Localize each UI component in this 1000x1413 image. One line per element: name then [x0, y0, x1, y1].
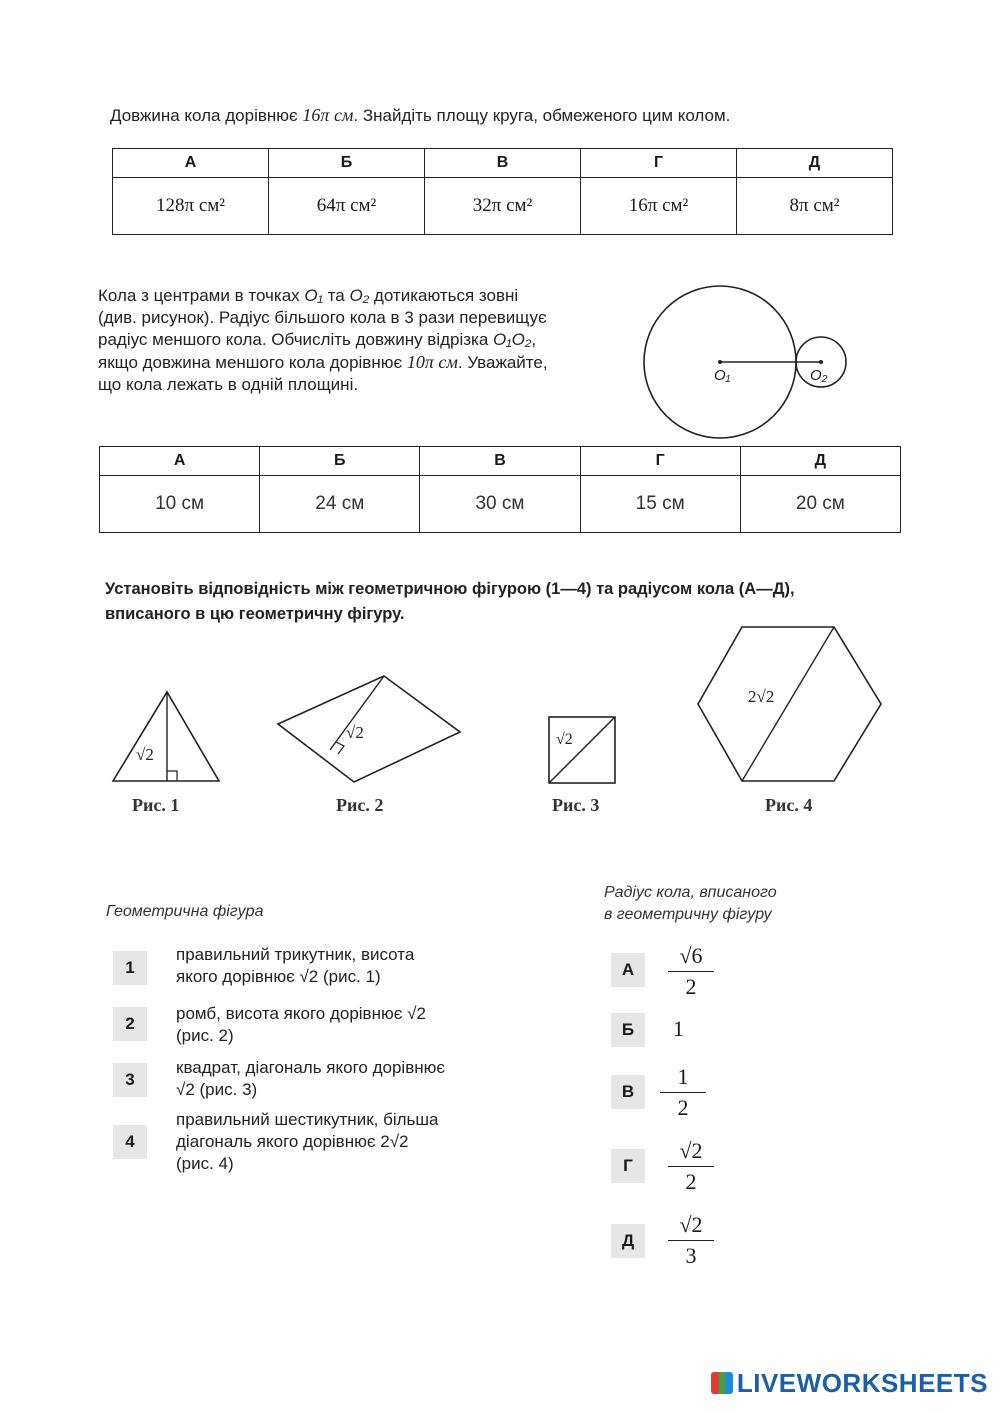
q2-value-g[interactable]: 15 см	[580, 476, 740, 533]
figure-1-caption: Рис. 1	[132, 795, 180, 815]
q1-value-row	[113, 178, 893, 235]
q2-option-g[interactable]: Г	[580, 447, 740, 476]
q2-option-d[interactable]: Д	[740, 447, 900, 476]
q2-option-b[interactable]: Б	[260, 447, 420, 476]
logo-icon	[711, 1372, 733, 1394]
option-a-badge[interactable]: А	[611, 953, 645, 987]
q2-prompt: Кола з центрами в точках O₁ та O₂ дотикаються зовні (див. рисунок). Радіус більшого кола в 3 рази перевищує радіус меншого кола. Обчисліть довжину відрізка O₁O₂, якщо довжина меншого кола дорівнює 10π см. Уважайте, що кола лежать в одній площині.	[98, 286, 548, 394]
q2-option-v[interactable]: В	[420, 447, 580, 476]
option-v-badge[interactable]: В	[611, 1075, 645, 1109]
item-1-text: правильний трикутник, висота якого дорівнює √2 (рис. 1)	[176, 945, 415, 986]
q1-value-b[interactable]: 64π см²	[269, 178, 425, 235]
item-1-badge[interactable]: 1	[113, 951, 147, 985]
q2-value-b[interactable]: 24 см	[260, 476, 420, 533]
q1-header-row	[113, 149, 893, 178]
figure-2-rhombus	[274, 672, 466, 788]
label-o2: O₂	[810, 367, 828, 384]
right-angle-mark-2	[336, 742, 344, 754]
q2-header-row	[100, 447, 901, 476]
q1-value-g[interactable]: 16π см²	[581, 178, 737, 235]
item-3-text: квадрат, діагональ якого дорівнює √2 (рис. 3)	[176, 1058, 446, 1099]
liveworksheets-logo: LIVEWORKSHEETS	[711, 1368, 988, 1399]
q1-value-v[interactable]: 32π см²	[425, 178, 581, 235]
q1-option-d[interactable]: Д	[737, 149, 893, 178]
option-d-fraction: $\frac{√2}{3}$	[668, 1212, 714, 1269]
center-o2-dot	[819, 360, 823, 364]
q3-prompt: Установіть відповідність між геометричною фігурою (1—4) та радіусом кола (А—Д), вписаного в цю геометричну фігуру.	[105, 580, 795, 623]
fig3-label: √2	[556, 731, 573, 748]
item-3-badge[interactable]: 3	[113, 1063, 147, 1097]
q1-answer-table	[112, 148, 893, 235]
q1-option-b[interactable]: Б	[269, 149, 425, 178]
q2-value-d[interactable]: 20 см	[740, 476, 900, 533]
item-4-text: правильний шестикутник, більша діагональ якого дорівнює 2√2 (рис. 4)	[176, 1110, 439, 1173]
option-b-badge[interactable]: Б	[611, 1013, 645, 1047]
figure-4-hexagon	[694, 622, 886, 786]
left-column-title: Геометрична фігура	[106, 903, 264, 920]
center-o1-dot	[718, 360, 722, 364]
right-angle-mark	[167, 771, 177, 781]
label-o1: O₁	[714, 367, 731, 384]
item-2-badge[interactable]: 2	[113, 1007, 147, 1041]
figure-4-caption: Рис. 4	[765, 795, 813, 815]
q2-option-a[interactable]: А	[100, 447, 260, 476]
option-d-badge[interactable]: Д	[611, 1224, 645, 1258]
item-4-badge[interactable]: 4	[113, 1125, 147, 1159]
square-diagonal	[549, 717, 615, 783]
fig4-label: 2√2	[748, 687, 775, 706]
q2-value-v[interactable]: 30 см	[420, 476, 580, 533]
figure-3-caption: Рис. 3	[552, 795, 600, 815]
q1-prompt: Довжина кола дорівнює 16π см. Знайдіть площу круга, обмеженого цим колом.	[110, 105, 731, 125]
fig2-label: √2	[346, 723, 364, 742]
q1-value-a[interactable]: 128π см²	[113, 178, 269, 235]
q1-option-v[interactable]: В	[425, 149, 581, 178]
right-column-title: Радіус кола, вписаного в геометричну фігуру	[604, 884, 777, 923]
q2-value-row	[100, 476, 901, 533]
figure-1-triangle	[108, 688, 224, 786]
q1-option-g[interactable]: Г	[581, 149, 737, 178]
q1-value-d[interactable]: 8π см²	[737, 178, 893, 235]
fig1-label: √2	[136, 745, 154, 764]
q1-option-a[interactable]: А	[113, 149, 269, 178]
option-g-badge[interactable]: Г	[611, 1149, 645, 1183]
option-a-fraction: $\frac{√6}{2}$	[668, 943, 714, 1000]
figure-3-square	[546, 714, 618, 786]
option-g-fraction: $\frac{√2}{2}$	[668, 1138, 714, 1195]
option-b-value: 1	[673, 1016, 684, 1041]
q2-value-a[interactable]: 10 см	[100, 476, 260, 533]
option-v-fraction: $\frac{1}{2}$	[660, 1064, 706, 1121]
figure-2-caption: Рис. 2	[336, 795, 384, 815]
q2-circles-figure	[640, 280, 860, 445]
item-2-text: ромб, висота якого дорівнює √2 (рис. 2)	[176, 1004, 426, 1045]
q2-answer-table	[99, 446, 901, 533]
